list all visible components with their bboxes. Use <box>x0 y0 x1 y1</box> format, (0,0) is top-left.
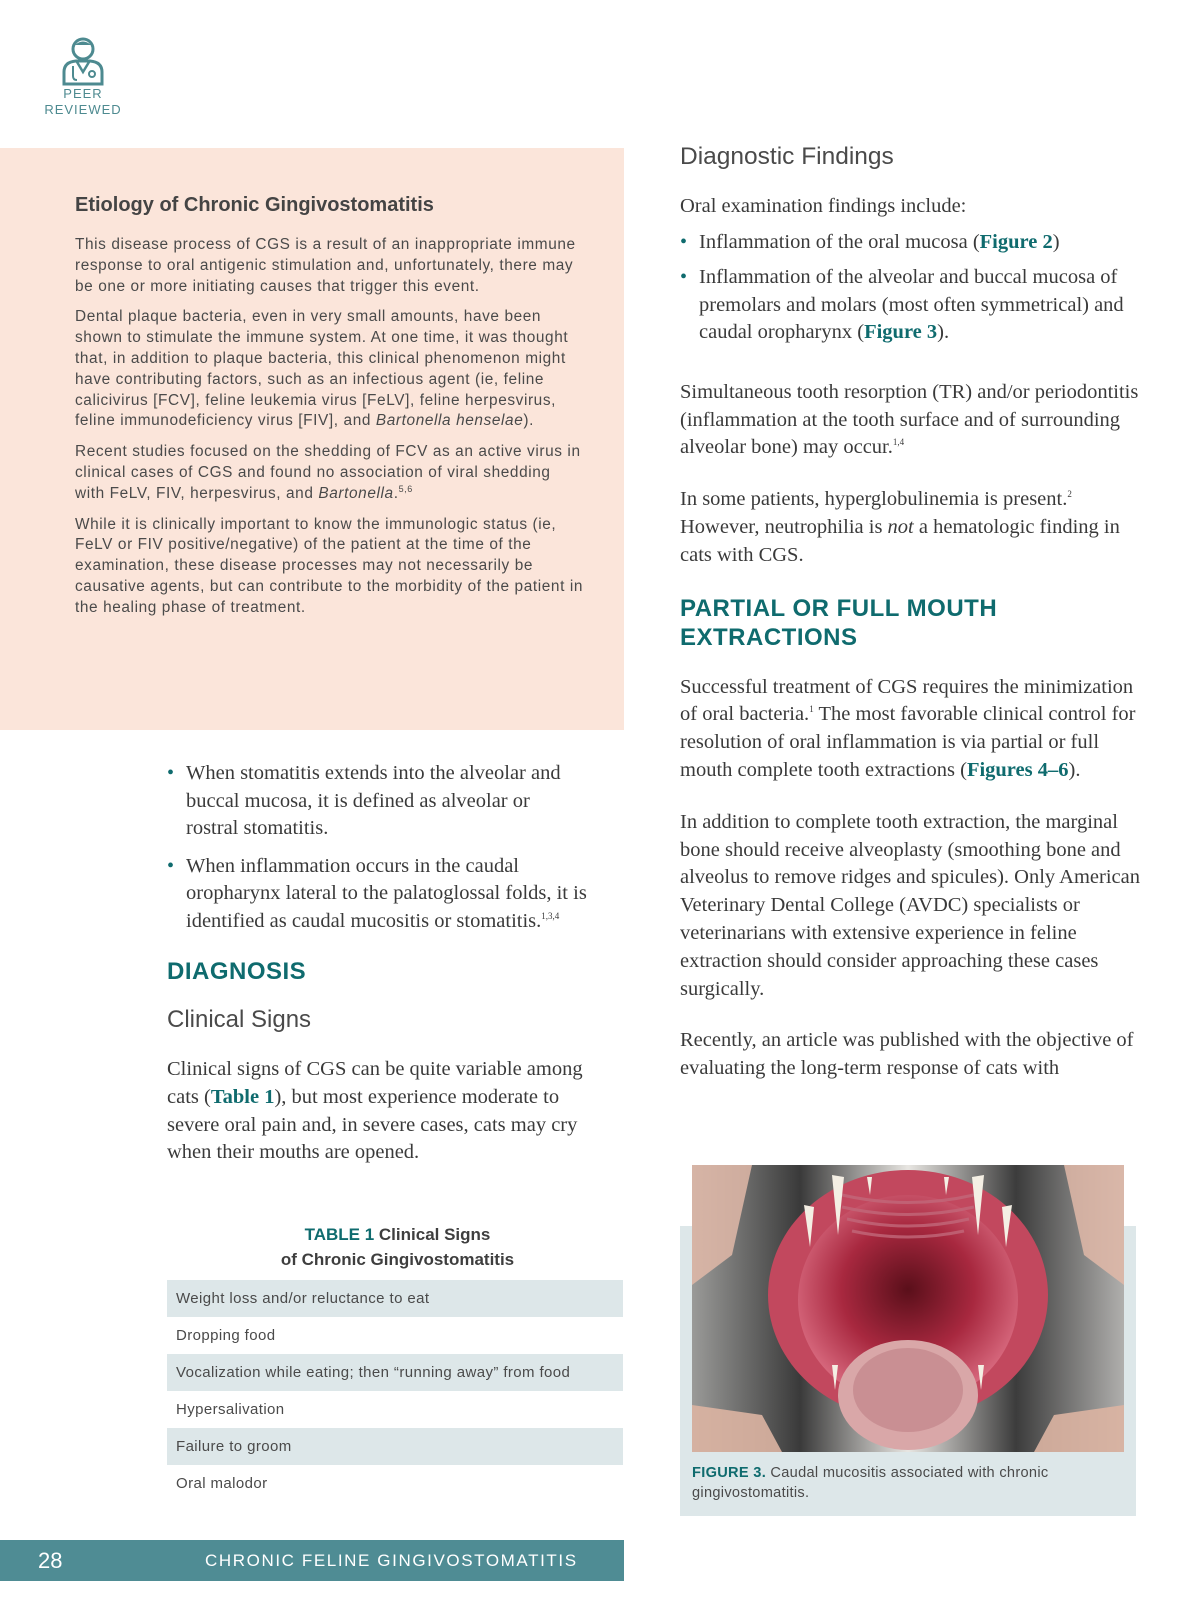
paragraph-alveoplasty: In addition to complete tooth extraction, the marginal bone should receive alveoplasty (smoothing bone and alveolus to remove ridges and spicules). Only American Veterinary Dental College (AVDC) specialists or veterinarians with extensive experience in feline extraction should consider approaching these cases surgically. <box>680 810 1140 1000</box>
table-1-link[interactable]: Table 1 <box>210 1085 275 1108</box>
running-title: CHRONIC FELINE GINGIVOSTOMATITIS <box>205 1551 578 1570</box>
findings-intro: Oral examination findings include: <box>680 195 967 217</box>
table-row: Oral malodor <box>176 1475 268 1492</box>
page-number: 28 <box>38 1548 63 1573</box>
clinical-signs-table <box>167 1280 623 1502</box>
citation: 5,6 <box>398 483 413 494</box>
list-item: • When inflammation occurs in the caudal oropharynx lateral to the palatoglossal folds, it is identified as caudal mucositis or stomatitis.$^{1,3,4}$ <box>167 853 587 936</box>
table-row: Hypersalivation <box>176 1401 285 1418</box>
figure-label: FIGURE 3. <box>692 1465 767 1481</box>
diagnosis-heading: DIAGNOSIS <box>167 958 307 985</box>
list-item: • When stomatitis extends into the alveolar and buccal mucosa, it is defined as alveolar or rostral stomatitis. <box>167 760 587 843</box>
clinical-signs-heading: Clinical Signs <box>167 1006 312 1033</box>
table-title: TABLE 1 Clinical Signs of Chronic Gingivostomatitis <box>280 1225 515 1269</box>
paragraph-resorption: Simultaneous tooth resorption (TR) and/or periodontitis (inflammation at the tooth surface and of surrounding alveolar bone) may occur.$^{1,4}$ <box>680 380 1139 459</box>
figures-4-6-link[interactable]: Figures 4–6 <box>966 758 1069 781</box>
sidebar-paragraph-2: Dental plaque bacteria, even in very small amounts, have been shown to stimulate the immune system. At one time, it was thought that, in addition to plaque bacteria, this clinical phenomenon might have contributing factors, such as an infectious agent (ie, feline calicivirus [FCV], feline leukemia virus [FeLV], feline herpesvirus, feline immunodeficiency virus [FIV], and Bartonella henselae). <box>75 308 569 430</box>
sidebar-paragraph-3: Recent studies focused on the shedding of FCV as an active virus in clinical cases of CGS and found no association of viral shedding with FeLV, FIV, herpesvirus, and Bartonella.$^{5,6}$ <box>75 443 581 502</box>
list-item: • Inflammation of the oral mucosa (Figure 2) <box>680 229 1140 257</box>
paragraph-hyperglobulinemia: In some patients, hyperglobulinemia is present.$^2$ However, neutrophilia is not a hematologic finding in cats with CGS. <box>680 488 1120 566</box>
paragraph-treatment: Successful treatment of CGS requires the minimization of oral bacteria.$^1$ The most favorable clinical control for resolution of oral inflammation is via partial or full mouth complete tooth extractions (Figures 4–6). <box>680 675 1136 781</box>
badge-line-2: REVIEWED <box>44 102 122 117</box>
clinical-signs-paragraph: Clinical signs of CGS can be quite variable among cats (Table 1), but most experience moderate to severe oral pain and, in severe cases, cats may cry when their mouths are opened. <box>167 1058 583 1164</box>
diagnostic-findings-heading: Diagnostic Findings <box>680 143 894 170</box>
doctor-icon <box>60 36 106 86</box>
table-label: TABLE 1 <box>304 1225 375 1244</box>
citation: 1 <box>809 704 814 715</box>
etiology-sidebar <box>0 148 624 730</box>
citation: 1,3,4 <box>541 910 560 921</box>
citation: 1,4 <box>892 437 905 448</box>
sidebar-title: Etiology of Chronic Gingivostomatitis <box>75 194 434 216</box>
badge-line-1: PEER <box>63 86 103 101</box>
list-item: • Inflammation of the alveolar and buccal mucosa of premolars and molars (most often symmetrical) and caudal oropharynx (Figure 3). <box>680 264 1140 347</box>
figure-3-photo <box>692 1165 1124 1452</box>
sidebar-paragraph-1: This disease process of CGS is a result of an inappropriate immune response to oral antigenic stimulation and, unfortunately, there may be one or more initiating causes that trigger this event. <box>75 236 576 295</box>
figure-2-link[interactable]: Figure 2 <box>979 230 1053 253</box>
table-row: Failure to groom <box>167 1428 623 1465</box>
left-column <box>167 760 587 1167</box>
citation: 2 <box>1067 489 1072 500</box>
extractions-heading: PARTIAL OR FULL MOUTH EXTRACTIONS <box>680 594 998 651</box>
right-column <box>680 143 1140 1083</box>
table-row: Dropping food <box>176 1327 276 1344</box>
peer-reviewed-badge <box>38 36 128 118</box>
sidebar-paragraph-4: While it is clinically important to know the immunologic status (ie, FeLV or FIV positive/negative) of the patient at the time of the examination, these disease processes may not necessarily be causative agents, but can contribute to the morbidity of the patient in the healing phase of treatment. <box>75 515 584 616</box>
figure-3-link[interactable]: Figure 3 <box>864 321 938 344</box>
paragraph-recent-article: Recently, an article was published with the objective of evaluating the long-term response of cats with <box>680 1029 1134 1080</box>
figure-3-caption: FIGURE 3. Caudal mucositis associated with chronic gingivostomatitis. <box>692 1465 1049 1501</box>
table-row: Vocalization while eating; then “running away” from food <box>167 1354 623 1391</box>
table-row: Weight loss and/or reluctance to eat <box>167 1280 623 1317</box>
page-footer <box>0 1540 624 1581</box>
